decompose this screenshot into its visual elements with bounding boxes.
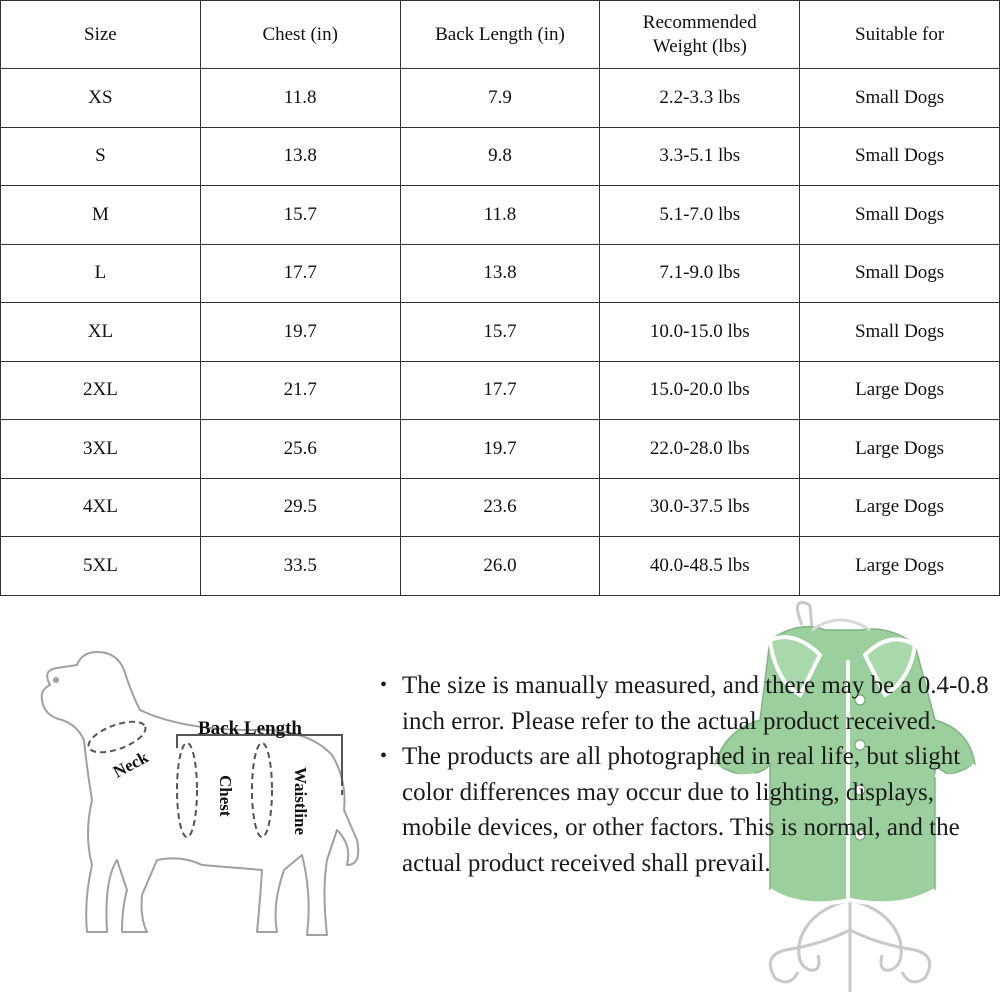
table-row <box>1 186 1000 245</box>
cell-suitable-for: Large Dogs <box>800 537 1000 596</box>
table-row <box>1 69 1000 128</box>
header-size: Size <box>1 1 201 69</box>
cell-chest: 33.5 <box>200 537 400 596</box>
table-row <box>1 127 1000 186</box>
bullet-icon: • <box>380 745 388 767</box>
chest-label: Chest <box>216 775 235 817</box>
header-recommended-weight: Recommended Weight (lbs) <box>600 1 800 69</box>
table-header-row <box>1 1 1000 69</box>
header-back-length: Back Length (in) <box>400 1 600 69</box>
table-row <box>1 537 1000 596</box>
cell-suitable-for: Large Dogs <box>800 420 1000 479</box>
cell-chest: 19.7 <box>200 303 400 362</box>
table-row <box>1 244 1000 303</box>
size-notes-list <box>380 668 995 881</box>
cell-back-length: 23.6 <box>400 478 600 537</box>
dog-measurement-diagram <box>22 640 372 940</box>
cell-weight: 2.2-3.3 lbs <box>600 69 800 128</box>
note-text: The size is manually measured, and there may be a 0.4-0.8 inch error. Please refer to the actual product received. <box>402 672 989 735</box>
cell-back-length: 9.8 <box>400 127 600 186</box>
cell-chest: 17.7 <box>200 244 400 303</box>
cell-suitable-for: Large Dogs <box>800 361 1000 420</box>
list-item <box>380 668 995 739</box>
cell-size: L <box>1 244 201 303</box>
cell-back-length: 11.8 <box>400 186 600 245</box>
bullet-icon: • <box>380 674 388 696</box>
cell-chest: 29.5 <box>200 478 400 537</box>
cell-back-length: 7.9 <box>400 69 600 128</box>
cell-size: M <box>1 186 201 245</box>
header-chest: Chest (in) <box>200 1 400 69</box>
cell-suitable-for: Small Dogs <box>800 303 1000 362</box>
dog-nose <box>53 677 59 683</box>
cell-suitable-for: Small Dogs <box>800 69 1000 128</box>
cell-weight: 30.0-37.5 lbs <box>600 478 800 537</box>
neck-label: Neck <box>109 747 152 782</box>
table-row <box>1 420 1000 479</box>
cell-suitable-for: Small Dogs <box>800 244 1000 303</box>
cell-weight: 10.0-15.0 lbs <box>600 303 800 362</box>
cell-weight: 22.0-28.0 lbs <box>600 420 800 479</box>
cell-back-length: 17.7 <box>400 361 600 420</box>
list-item <box>380 739 995 881</box>
cell-chest: 13.8 <box>200 127 400 186</box>
cell-suitable-for: Large Dogs <box>800 478 1000 537</box>
cell-weight: 40.0-48.5 lbs <box>600 537 800 596</box>
cell-back-length: 19.7 <box>400 420 600 479</box>
note-text: The products are all photographed in real life, but slight color differences may occur due to lighting, displays, mobile devices, or other factors. This is normal, and the actual product received shall prevail. <box>402 743 961 877</box>
back-length-bracket <box>177 735 342 780</box>
cell-size: 5XL <box>1 537 201 596</box>
cell-chest: 25.6 <box>200 420 400 479</box>
header-suitable-for: Suitable for <box>800 1 1000 69</box>
waistline-label: Waistline <box>291 767 310 836</box>
cell-size: 4XL <box>1 478 201 537</box>
cell-back-length: 15.7 <box>400 303 600 362</box>
cell-back-length: 13.8 <box>400 244 600 303</box>
cell-suitable-for: Small Dogs <box>800 186 1000 245</box>
cell-size: XS <box>1 69 201 128</box>
cell-chest: 15.7 <box>200 186 400 245</box>
cell-size: 3XL <box>1 420 201 479</box>
table-row <box>1 478 1000 537</box>
table-row <box>1 361 1000 420</box>
cell-size: XL <box>1 303 201 362</box>
cell-weight: 3.3-5.1 lbs <box>600 127 800 186</box>
cell-back-length: 26.0 <box>400 537 600 596</box>
cell-weight: 5.1-7.0 lbs <box>600 186 800 245</box>
back-length-label: Back Length <box>198 718 302 739</box>
cell-weight: 7.1-9.0 lbs <box>600 244 800 303</box>
cell-chest: 11.8 <box>200 69 400 128</box>
cell-suitable-for: Small Dogs <box>800 127 1000 186</box>
cell-size: 2XL <box>1 361 201 420</box>
table-row <box>1 303 1000 362</box>
cell-size: S <box>1 127 201 186</box>
cell-chest: 21.7 <box>200 361 400 420</box>
cell-weight: 15.0-20.0 lbs <box>600 361 800 420</box>
